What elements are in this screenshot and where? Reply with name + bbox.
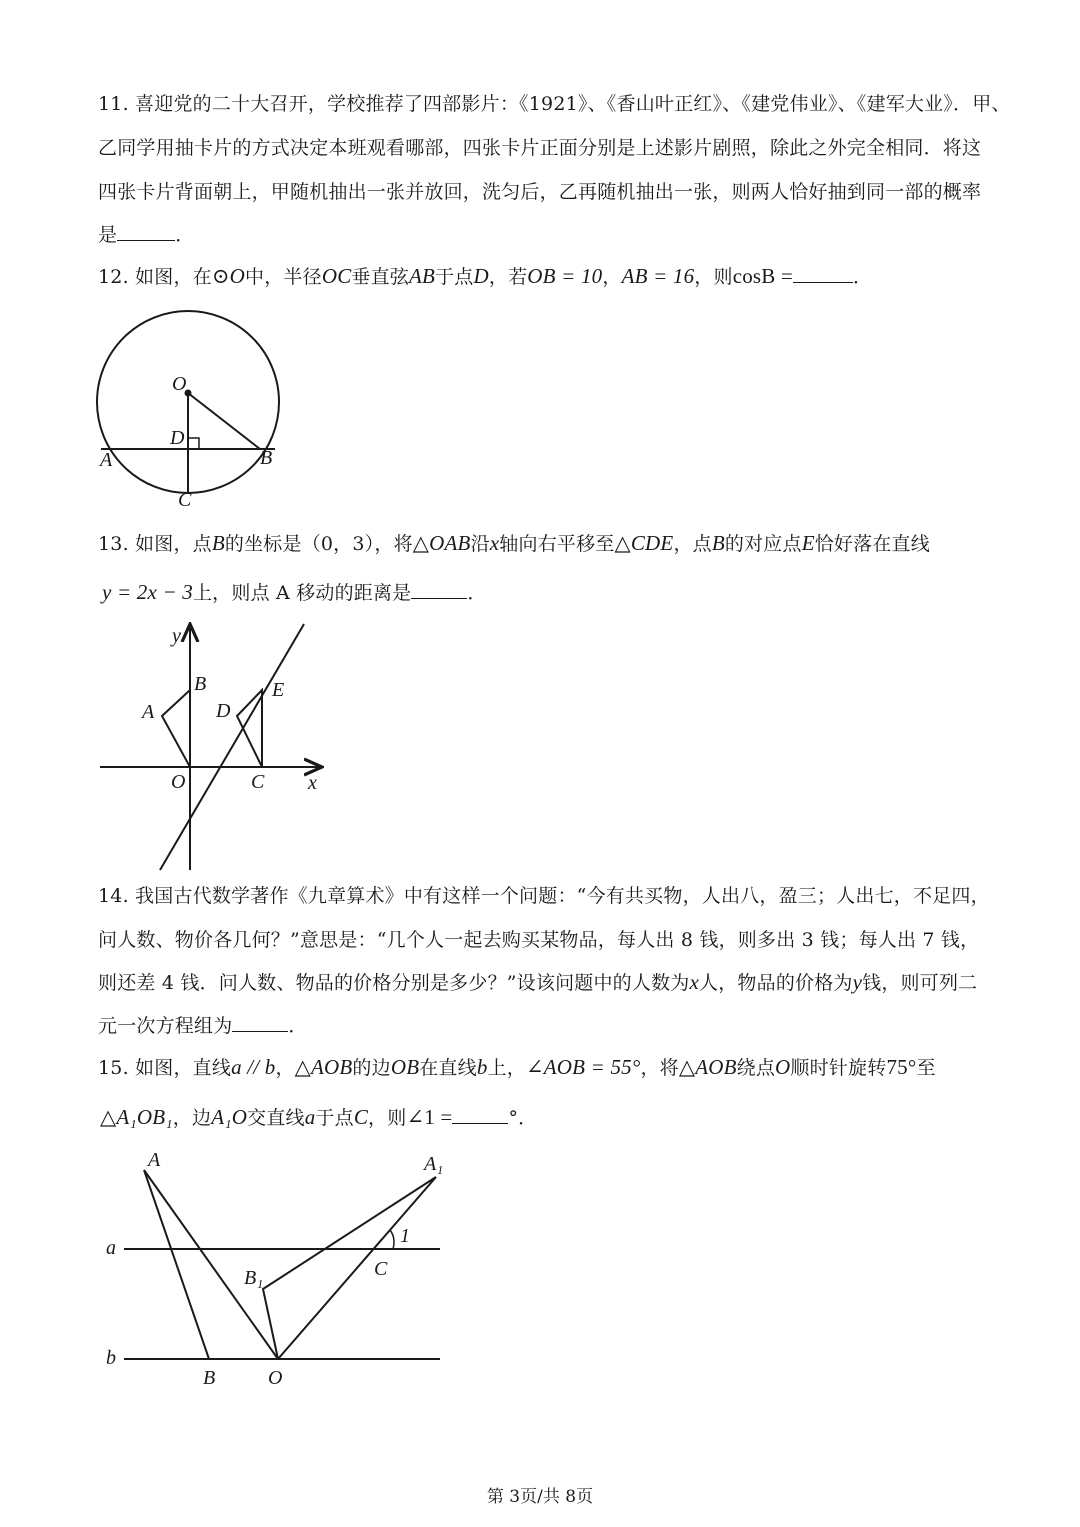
q13-line-2: [102, 580, 487, 605]
q12-text: 12. 如图，在: [98, 266, 212, 288]
q13-text: 的对应点: [724, 533, 802, 555]
q14-line-4: [98, 1013, 308, 1038]
q15-parallel: a // b: [231, 1055, 276, 1079]
q15-triangle-a1ob1: △A₁OB₁: [100, 1105, 173, 1129]
q15-text: ，将: [640, 1057, 679, 1079]
q15-rotation-figure: [96, 1142, 456, 1392]
q14-text: 元一次方程组为: [98, 1015, 233, 1037]
q11-suffix: ．: [175, 224, 195, 246]
q13-x: x: [489, 531, 500, 555]
q12-line-1: [98, 264, 872, 289]
q12-label-a: A: [100, 449, 113, 471]
q13-triangle-cde: △CDE: [614, 531, 674, 555]
q15-text: 绕点: [736, 1057, 776, 1079]
q12-label-b: B: [260, 447, 273, 469]
q12-circle-figure: [90, 296, 290, 516]
q15-answer-blank[interactable]: [452, 1105, 508, 1124]
q11-line-4: [98, 222, 194, 247]
q12-text: ，: [602, 266, 622, 288]
q13-label-d: D: [216, 700, 231, 722]
q13-label-y: y: [172, 625, 181, 647]
q13-label-e: E: [272, 679, 285, 701]
q12-d: D: [473, 264, 489, 288]
q13-label-b: B: [194, 673, 207, 695]
q14-line-3: [98, 970, 977, 995]
q14-line-2: 问人数、物价各几何？”意思是：“几个人一起去购买某物品，每人出 8 钱，则多出 3 钱；每人出 7 钱，: [98, 929, 980, 951]
q12-label-o: O: [172, 373, 187, 395]
q12-right-angle-mark: [188, 438, 199, 449]
q14-text: 钱，则可列二: [862, 972, 978, 994]
q13-point-e: E: [801, 531, 815, 555]
q12-ab: AB: [409, 264, 436, 288]
q12-text: 于点: [435, 266, 474, 288]
q15-ob: OB: [390, 1055, 420, 1079]
page-footer: 第 3页/共 8页: [486, 1487, 594, 1507]
q15-label-o: O: [268, 1367, 283, 1389]
q15-text: °．: [508, 1107, 538, 1129]
q13-text: 恰好落在直线: [814, 533, 930, 555]
q15-text: 交直线: [247, 1107, 305, 1129]
q13-label-o: O: [171, 771, 186, 793]
q15-text: ，边: [172, 1107, 212, 1129]
q13-text: 上，则点 A 移动的距离是: [192, 582, 412, 604]
q13-text: 轴向右平移至: [499, 533, 615, 555]
q13-line-y2x3: [160, 624, 304, 870]
q15-rotation-degree: 75°: [886, 1055, 917, 1079]
q15-line-1: [98, 1055, 936, 1080]
q15-triangle-aob-2: △AOB: [678, 1055, 737, 1079]
q15-line-b: b: [476, 1055, 488, 1079]
q15-label-b: B: [203, 1367, 216, 1389]
q13-label-x: x: [308, 772, 317, 794]
q15-triangle-aob-shape: [144, 1170, 278, 1359]
q15-text: 上，: [487, 1057, 526, 1079]
q12-answer-blank[interactable]: [793, 264, 853, 283]
q14-text: 人，物品的价格为: [699, 972, 853, 994]
q13-label-c: C: [251, 771, 265, 793]
q15-text: 于点: [315, 1107, 354, 1129]
q15-point-c: C: [353, 1105, 369, 1129]
q15-text: 顺时针旋转: [790, 1057, 887, 1079]
q13-text: ，点: [673, 533, 712, 555]
q13-coordinate-figure: [96, 618, 336, 878]
q13-triangle-oab-shape: [162, 690, 190, 767]
q15-angle-aob: ∠AOB = 55°: [525, 1055, 641, 1079]
q15-label-c: C: [374, 1258, 388, 1280]
q11-line-1: 11. 喜迎党的二十大召开，学校推荐了四部影片：《1921》、《香山叶正红》、《建党伟业》、《建军大业》．甲、: [98, 93, 1011, 115]
q15-text: ，则: [368, 1107, 407, 1129]
q15-text: 在直线: [419, 1057, 477, 1079]
q15-label-b1: B₁: [244, 1267, 264, 1289]
q12-label-c: C: [178, 489, 192, 511]
q15-text: 15. 如图，直线: [98, 1057, 232, 1079]
q13-triangle-oab: △OAB: [412, 531, 471, 555]
q15-a1o: A₁O: [211, 1105, 248, 1129]
q12-label-d: D: [170, 427, 185, 449]
q15-text: 至: [916, 1057, 936, 1079]
q12-text: 垂直弦: [351, 266, 410, 288]
q13-text: 13. 如图，点: [98, 533, 212, 555]
q14-text: 则还差 4 钱．问人数、物品的价格分别是多少？”设该问题中的人数为: [98, 972, 690, 994]
q12-eq-ab: AB = 16: [621, 264, 695, 288]
q15-angle-1-arc: [390, 1230, 394, 1249]
q14-answer-blank[interactable]: [232, 1013, 288, 1032]
q15-label-a: A: [148, 1149, 161, 1171]
q12-text: ．: [853, 266, 873, 288]
q13-text: 沿: [470, 533, 490, 555]
q12-cosb: cosB =: [732, 264, 793, 288]
q12-circle-o: ⊙O: [211, 264, 246, 288]
q15-label-a1: A₁: [424, 1153, 444, 1175]
q15-angle-1: ∠1 =: [406, 1105, 453, 1129]
q13-point-b2: B: [711, 531, 725, 555]
q15-text: 的边: [352, 1057, 391, 1079]
q15-label-angle-1: 1: [400, 1225, 410, 1247]
q13-answer-blank[interactable]: [411, 580, 467, 599]
q13-label-a: A: [142, 701, 155, 723]
q15-triangle-a1ob1-shape: [263, 1177, 436, 1359]
q14-var-y: y: [852, 970, 863, 994]
q12-oc: OC: [321, 264, 352, 288]
q14-line-1: 14. 我国古代数学著作《九章算术》中有这样一个问题：“今有共买物，人出八，盈三；人出七，不足四，: [98, 885, 990, 907]
q11-line-3: 四张卡片背面朝上，甲随机抽出一张并放回，洗匀后，乙再随机抽出一张，则两人恰好抽到同一部的概率: [98, 181, 982, 203]
q15-line-2: [100, 1105, 537, 1130]
q13-text: ．: [467, 582, 487, 604]
q15-triangle-aob: △AOB: [294, 1055, 353, 1079]
q15-text: ，: [275, 1057, 295, 1079]
q12-text: ，则: [694, 266, 733, 288]
q15-label-line-b: b: [106, 1347, 116, 1369]
q11-prefix: 是: [98, 224, 118, 246]
q15-point-o: O: [775, 1055, 791, 1079]
q12-eq-ob: OB = 10: [527, 264, 603, 288]
q13-line-1: [98, 531, 930, 556]
q13-equation: y = 2x − 3: [102, 580, 193, 604]
q14-var-x: x: [689, 970, 700, 994]
q12-text: 中，半径: [245, 266, 322, 288]
q15-label-line-a: a: [106, 1237, 116, 1259]
q13-text: 的坐标是（0，3），将: [224, 533, 413, 555]
q12-text: ，若: [488, 266, 528, 288]
q14-text: ．: [288, 1015, 308, 1037]
q15-line-a: a: [304, 1105, 316, 1129]
q11-line-2: 乙同学用抽卡片的方式决定本班观看哪部，四张卡片正面分别是上述影片剧照，除此之外完全相同．将这: [98, 137, 982, 159]
q13-point-b: B: [211, 531, 225, 555]
q11-answer-blank[interactable]: [117, 222, 175, 241]
